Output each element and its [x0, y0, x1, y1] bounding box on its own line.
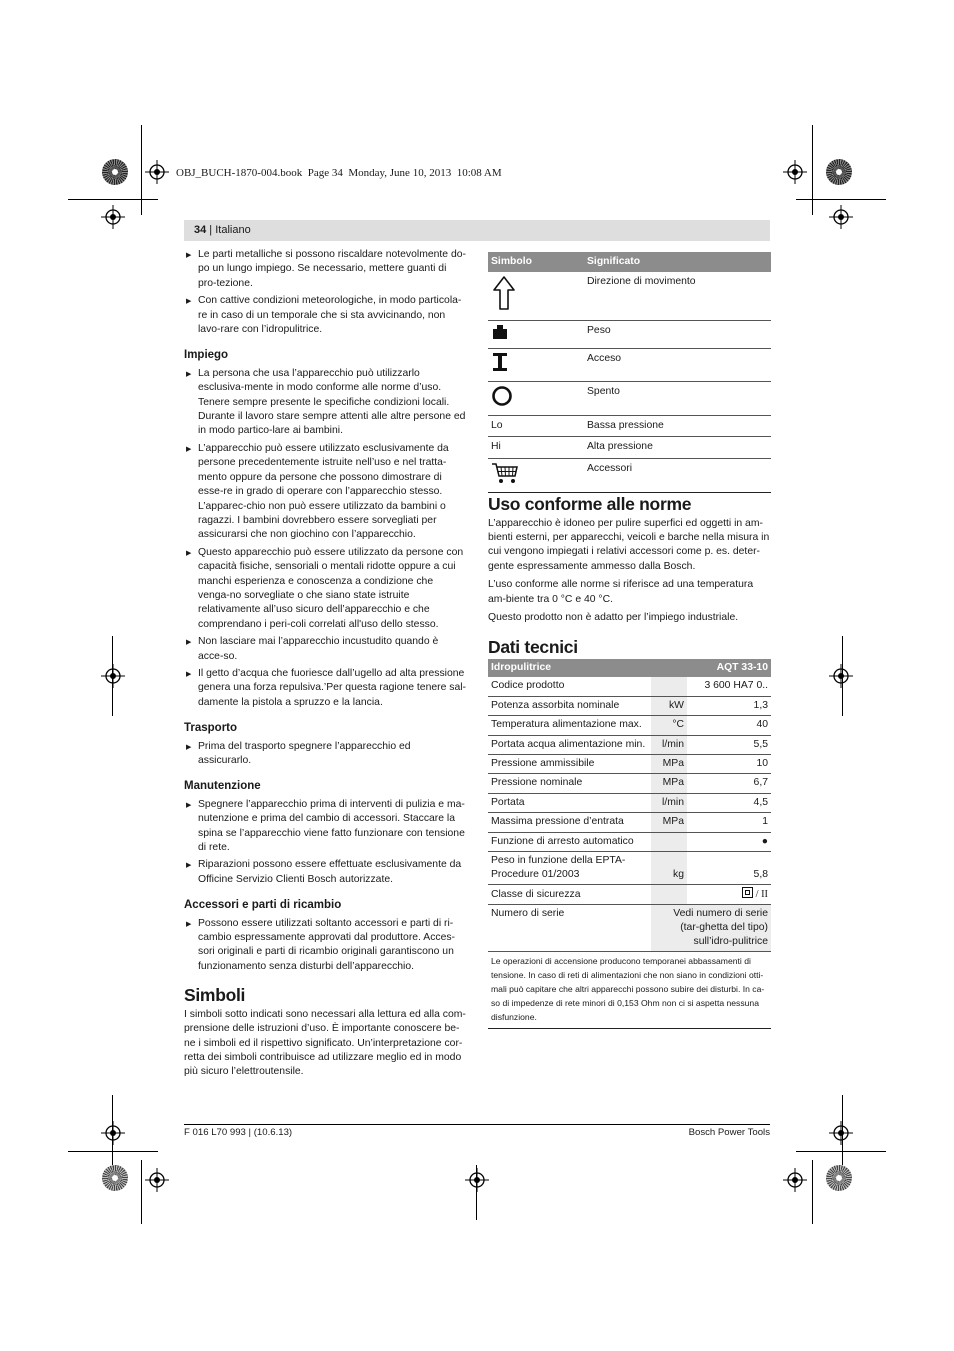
color-rosette-icon — [102, 1165, 128, 1191]
symbol-meaning: Acceso — [584, 349, 771, 381]
spec-label: Portata acqua alimentazione min. — [488, 735, 651, 754]
table-row — [488, 851, 771, 884]
registration-mark-icon — [101, 664, 125, 688]
spec-value: 1,3 — [687, 696, 771, 715]
table-row — [488, 905, 771, 952]
spec-label: Peso in funzione della EPTA-Procedure 01/2003 — [488, 851, 651, 884]
page-header — [184, 220, 770, 241]
protection-class-text: / II — [755, 888, 768, 900]
list-item: ▶ Le parti metalliche si possono riscaldare notevolmente do-po un lungo impiego. Se necessario, mettere guanti di pro-tezione. — [184, 248, 466, 291]
registration-mark-icon — [465, 1168, 489, 1192]
list-item: ▶ Il getto d’acqua che fuoriesce dall’ugello ad alta pressione genera una forza repulsiva.’Per questa ragione tenere sal-damente la pistola a spruzzo e la lancia. — [184, 667, 466, 710]
spec-unit: l/min — [651, 793, 687, 812]
table-row — [488, 793, 771, 812]
simboli-text: I simboli sotto indicati sono necessari alla lettura ed alla com-prensione delle istruzioni d’uso. È importante conoscere be-ne i simboli ed il rispettivo significato. Un’interpretazione cor-retta dei simboli contribuisce ad utilizzare meglio ed in modo più sicuro l’elettroutensile. — [184, 1008, 466, 1078]
list-item: ▶ Non lasciare mai l’apparecchio incustudito quando è acce-so. — [184, 635, 466, 664]
table-row — [488, 832, 771, 851]
list-item: ▶ L’apparecchio può essere utilizzato esclusivamente da persone precedentemente istruite nell’uso e nel tratta-mento oppure da persone che possono dimostrare di esse-re in grado di operare con l’apparecchio stesso. L’apparec-chio non può essere utilizzato da bambini o ragazzi. I bambini dovrebbero essere sorvegliati per assicurarsi che non giochino con l’apparecchio. — [184, 442, 466, 543]
intro-bullets — [184, 248, 466, 337]
spec-unit: MPa — [651, 774, 687, 793]
header-language: Italiano — [215, 224, 251, 236]
spec-unit: °C — [651, 716, 687, 735]
symbol-meaning: Bassa pressione — [584, 416, 771, 437]
spec-label: Numero di serie — [488, 905, 651, 952]
spec-unit — [651, 677, 687, 696]
list-item: ▶ La persona che usa l’apparecchio può utilizzarlo esclusiva-mente in modo conforme alle norme d’uso. Tenere sempre presente le specifiche condizioni locali. Durante il lavoro stare sempre attenti alle altre persone ed in modo partico-lare ai bambini. — [184, 367, 466, 439]
table-row — [488, 716, 771, 735]
table-row — [488, 677, 771, 696]
table-row — [488, 458, 771, 492]
spec-label: Classe di sicurezza — [488, 884, 651, 904]
symbol-meaning: Direzione di movimento — [584, 272, 771, 320]
spec-footnote: Le operazioni di accensione producono temporanei abbassamenti di tensione. In caso di reti di alimentazioni che non siano in condizioni otti-mali può capitare che altri apparecchi possono subire dei disturbi. In ca-so di impedenze di rete minori di 0,153 Ohm non ci si aspetta nessuna disfunzione. — [488, 952, 771, 1029]
section-title-accessori: Accessori e parti di ricambio — [184, 899, 342, 912]
list-item: ▶ Possono essere utilizzati soltanto accessori e parti di ri-cambio espressamente approvati dal produttore. Acces-sori originali e parti di ricambio originali garantiscono un funzionamento senza disturbi dell’apparecchio. — [184, 917, 466, 975]
registration-mark-icon — [829, 664, 853, 688]
table-row — [488, 416, 771, 437]
spec-unit: l/min — [651, 735, 687, 754]
symbol-meaning: Peso — [584, 320, 771, 348]
color-rosette-icon — [826, 159, 852, 185]
section-title-trasporto: Trasporto — [184, 722, 238, 735]
uso-paragraph: L’apparecchio è idoneo per pulire superfici ed oggetti in am-bienti esterni, per apparecchi, veicoli e barche nella misura in cui vengono impiegati i relativi accessori come p. es. deter-gente espressamente ammesso dalla Bosch. — [488, 517, 770, 572]
protection-class-icon — [742, 887, 753, 898]
spec-value: ● — [687, 832, 771, 851]
symbol-text: Lo — [488, 416, 584, 437]
file-header: OBJ_BUCH-1870-004.book Page 34 Monday, June 10, 2013 10:08 AM — [176, 167, 502, 179]
uso-paragraph: Questo prodotto non è adatto per l’impiego industriale. — [488, 612, 739, 624]
spec-label: Codice prodotto — [488, 677, 651, 696]
spec-label: Temperatura alimentazione max. — [488, 716, 651, 735]
weight-icon — [491, 324, 509, 340]
symbol-meaning: Alta pressione — [584, 437, 771, 458]
spec-unit: kg — [651, 851, 687, 884]
spec-value: 3 600 HA7 0.. — [687, 677, 771, 696]
footer-divider — [184, 1124, 770, 1125]
section-title-simboli: Simboli — [184, 985, 246, 1006]
uso-paragraph: L’uso conforme alle norme si riferisce ad una temperatura am-biente tra 0 °C e 40 °C. — [488, 579, 754, 605]
page-number: 34 — [194, 224, 207, 236]
footer-brand: Bosch Power Tools — [688, 1127, 770, 1138]
spec-label: Pressione ammissibile — [488, 754, 651, 773]
spec-value: 10 — [687, 754, 771, 773]
footer-doc-number: F 016 L70 993 | (10.6.13) — [184, 1127, 293, 1138]
color-rosette-icon — [826, 1165, 852, 1191]
table-row — [488, 696, 771, 715]
specs-table — [488, 659, 771, 952]
list-item: ▶ Prima del trasporto spegnere l’apparecchio ed assicurarlo. — [184, 740, 466, 769]
table-row — [488, 349, 771, 381]
registration-mark-icon — [783, 1168, 807, 1192]
table-header-row — [488, 659, 771, 677]
spec-value: 4,5 — [687, 793, 771, 812]
registration-mark-icon — [145, 1168, 169, 1192]
table-row — [488, 272, 771, 320]
color-rosette-icon — [102, 159, 128, 185]
column-header-product: Idropulitrice — [488, 659, 687, 677]
list-item: ▶ Con cattive condizioni meteorologiche, in modo particola-re in caso di un temporale che si sta avvicinando, non lavo-rare con l’idropulitrice. — [184, 294, 466, 337]
spec-value: 5,5 — [687, 735, 771, 754]
spec-unit: MPa — [651, 754, 687, 773]
table-row — [488, 381, 771, 415]
table-row — [488, 813, 771, 832]
spec-label: Massima pressione d’entrata — [488, 813, 651, 832]
off-icon — [491, 385, 513, 407]
spec-unit: MPa — [651, 813, 687, 832]
section-title-manutenzione: Manutenzione — [184, 780, 261, 793]
spec-value: 6,7 — [687, 774, 771, 793]
registration-mark-icon — [101, 1121, 125, 1145]
spec-value: 40 — [687, 716, 771, 735]
spec-value: Vedi numero di serie (tar-ghetta del tipo) sull’idro-pulitrice — [651, 905, 771, 952]
spec-label: Funzione di arresto automatico — [488, 832, 651, 851]
spec-label: Pressione nominale — [488, 774, 651, 793]
symbols-table — [488, 252, 771, 493]
right-column — [488, 252, 771, 1029]
spec-label: Potenza assorbita nominale — [488, 696, 651, 715]
registration-mark-icon — [145, 160, 169, 184]
left-column — [184, 248, 466, 1084]
arrow-up-icon — [491, 275, 517, 311]
on-icon — [491, 352, 509, 372]
spec-value — [687, 884, 771, 904]
column-header-significato: Significato — [584, 252, 771, 272]
table-row — [488, 735, 771, 754]
column-header-simbolo: Simbolo — [488, 252, 584, 272]
table-row — [488, 320, 771, 348]
header-separator: | — [206, 224, 216, 236]
list-item: ▶ Questo apparecchio può essere utilizzato da persone con capacità fisiche, sensoriali o mentali ridotte oppure a cui manchi esperienza e conoscenza a condizione che venga-no sorvegliate o che siano state istruite relativamente all’uso sicuro dell’apparecchio e che comprendano i peri-coli correlati all'uso dello stesso. — [184, 546, 466, 632]
cart-icon — [491, 462, 519, 484]
spec-value: 5,8 — [687, 851, 771, 884]
spec-unit — [651, 884, 687, 904]
section-title-impiego: Impiego — [184, 349, 229, 362]
table-row — [488, 437, 771, 458]
symbol-text: Hi — [488, 437, 584, 458]
table-row — [488, 754, 771, 773]
list-item: ▶ Riparazioni possono essere effettuate esclusivamente da Officine Servizio Clienti Bosch autorizzate. — [184, 858, 466, 887]
registration-mark-icon — [829, 205, 853, 229]
section-title-dati: Dati tecnici — [488, 636, 578, 657]
table-row — [488, 884, 771, 904]
spec-label: Portata — [488, 793, 651, 812]
symbol-meaning: Spento — [584, 381, 771, 415]
registration-mark-icon — [829, 1121, 853, 1145]
column-header-model: AQT 33-10 — [687, 659, 771, 677]
symbol-meaning: Accessori — [584, 458, 771, 492]
spec-value: 1 — [687, 813, 771, 832]
spec-unit — [651, 832, 687, 851]
list-item: ▶ Spegnere l’apparecchio prima di interventi di pulizia e ma-nutenzione e prima del cambio di accessori. Staccare la spina se l’apparecchio viene fatto funzionare con tensione di rete. — [184, 798, 466, 856]
section-title-uso: Uso conforme alle norme — [488, 494, 692, 515]
spec-unit: kW — [651, 696, 687, 715]
table-header-row — [488, 252, 771, 272]
table-row — [488, 774, 771, 793]
registration-mark-icon — [783, 160, 807, 184]
registration-mark-icon — [101, 205, 125, 229]
